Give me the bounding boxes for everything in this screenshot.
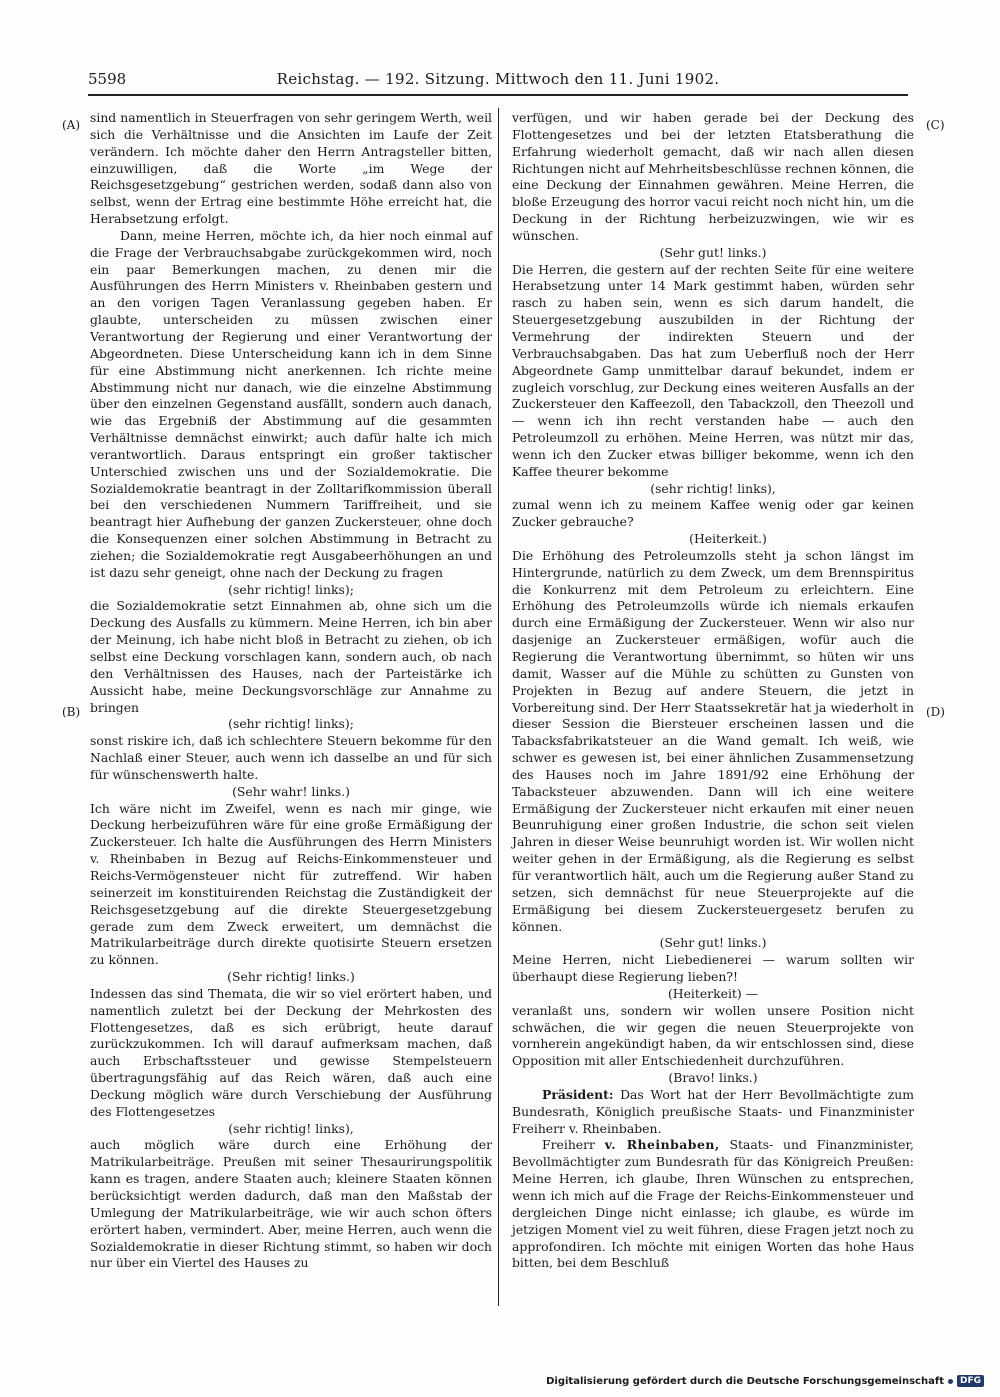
page-number: 5598: [88, 70, 127, 88]
speaker-statement: [512, 1137, 914, 1272]
right-column: [512, 110, 914, 1272]
interjection: (Sehr gut! links.): [659, 244, 767, 260]
paragraph: Ich wäre nicht im Zweifel, wenn es nach mir ginge, wie Deckung herbeizuführen wäre für eine große Ermäßigung der Zuckersteuer. Ich halte die Ausführungen des Herrn Ministers v. Rheinbaben in Bezug auf Reichs-Einkommensteuer und Reichs-Vermögensteuer nicht für zutreffend. Wir haben seinerzeit im konstituirenden Reichstag die Zuständigkeit der Reichsgesetzgebung auf die direkte Steuergesetzgebung gerade zum dem Zweck erweitert, um demnächst die Matrikularbeiträge durch direkte quotisirte Steuern ersetzen zu können.: [90, 800, 492, 968]
left-column: [90, 110, 492, 1272]
paragraph: sind namentlich in Steuerfragen von sehr geringem Werth, weil sich die Verhältnisse und die Ansichten im Laufe der Zeit verändern. Ich möchte daher den Herrn Antragsteller bitten, einzuwilligen, daß die Worte „im Wege der Reichsgesetzgebung“ gestrichen werden, sodaß dann also von selbst, wenn der Ertrag eine bestimmte Höhe erreicht hat, die Herabsetzung erfolgt.: [90, 110, 492, 227]
footer-text: Digitalisierung gefördert durch die Deutsche Forschungsgemeinschaft: [546, 1375, 944, 1387]
page-title: Reichstag. — 192. Sitzung. Mittwoch den 11. Juni 1902.: [276, 70, 720, 88]
president-label: Präsident:: [542, 1086, 614, 1102]
footer: [546, 1375, 984, 1387]
margin-marker-a: (A): [62, 118, 81, 132]
paragraph: die Sozialdemokratie setzt Einnahmen ab, ohne sich um die Deckung des Ausfalls zu kümmern. Meine Herren, ich bin aber der Meinung, ich habe nicht bloß in Betracht zu ziehen, ob ich selbst eine Deckung vorschlagen kann, sondern auch, ob nach den Verhältnissen des Hauses, nach der Parteistärke ich Aussicht habe, meine Deckungsvorschläge zur Annahme zu bringen: [90, 598, 492, 715]
interjection: (Sehr richtig! links.): [227, 969, 355, 985]
paragraph: sonst riskire ich, daß ich schlechtere Steuern bekomme für den Nachlaß einer Steuer, auch wenn ich dasselbe an und für sich für wünschenswerth halte.: [90, 733, 492, 782]
paragraph: Dann, meine Herren, möchte ich, da hier noch einmal auf die Frage der Verbrauchsabgabe zurückgekommen wird, noch ein paar Bemerkungen machen, zu denen mir die Ausführungen des Herrn Ministers v. Rheinbaben gestern und an den vorigen Tagen Veranlassung gegeben haben. Er glaubte, unterscheiden zu müssen zwischen einer Verantwortung der Regierung und einer Verantwortung der Abgeordneten. Diese Unterscheidung kann ich in dem Sinne für eine Abstimmung nicht anerkennen. Ich richte meine Abstimmung nicht nur danach, wie die einzelne Abstimmung über den einzelnen Gegenstand ausfällt, sondern auch danach, wie das Ergebniß der Abstimmung auf die gesammten Verhältnisse demnächst einwirkt; auch dafür halte ich mich verantwortlich. Daraus entspringt ein großer taktischer Unterschied zwischen uns und der Sozialdemokratie. Die Sozialdemokratie beantragt in der Zolltarifkommission überall bei den verschiedenen Nummern Tariffreiheit, und sie beantragt hier Aufhebung der ganzen Zuckersteuer, ohne doch die Konsequenzen einer solchen Abstimmung in Betracht zu ziehen; die Sozialdemokratie regt Ausgabeerhöhungen an und ist dazu sehr geneigt, ohne nach der Deckung zu fragen: [90, 227, 492, 580]
margin-marker-b: (B): [62, 705, 81, 719]
president-text: Das Wort hat der Herr Bevollmächtigte zum Bundesrath, Königlich preußische Staats- und Finanzminister Freiherr v. Rheinbaben.: [512, 1086, 914, 1136]
speaker-prefix: Freiherr: [542, 1137, 595, 1153]
paragraph: auch möglich wäre durch eine Erhöhung der Matrikularbeiträge. Preußen mit seiner Thesaurirungspolitik kann es tragen, andere Staaten auch; kleinere Staaten können berücksichtigt werden dadurch, daß man den Maßstab der Umlegung der Matrikularbeiträge, wie wir auch schon öfters erörtert haben, vermindert. Aber, meine Herren, auch wenn die Sozialdemokratie in dieser Richtung stimmt, so haben wir doch nur über ein Viertel des Hauses zu: [90, 1137, 492, 1271]
paragraph: Die Erhöhung des Petroleumzolls steht ja schon längst im Hintergrunde, natürlich zu dem Zweck, um dem Brennspiritus die Konkurrenz mit dem Petroleum zu erleichtern. Eine Erhöhung des Petroleumzolls würde ich niemals erkaufen durch eine Ermäßigung der Zuckersteuer. Wenn wir also nur dasjenige an Zuckersteuer ermäßigen, wofür auch die Regierung die Verantwortung übernimmt, so hüten wir uns damit, Wasser auf die Mühle zu schütten zu Gunsten von Projekten in Bezug auf andere Steuern, die jetzt in Vorbereitung sind. Der Herr Staatssekretär hat ja wiederholt in dieser Session die Biersteuer erscheinen lassen und die Tabacksfabrikatsteuer an die Wand gemalt. Ich weiß, wie schwer es gewesen ist, bei einer ähnlichen Zusammensetzung des Hauses noch im Jahre 1891/92 eine Erhöhung der Tabacksteuer abzuwenden. Dann will ich eine weitere Ermäßigung der Zuckersteuer nicht erkaufen mit einer neuen Beunruhigung einer großen Industrie, die schon seit vielen Jahren in dieser Weise beunruhigt worden ist. Wir wollen nicht weiter gehen in der Ermäßigung, als die Regierung es selbst für verantwortlich hält, auch um die Regierung außer Stand zu setzen, sich demnächst für neue Steuerprojekte auf die Ermäßigung bei diesem Zuckersteuergesetz berufen zu können.: [512, 547, 914, 934]
paragraph: Die Herren, die gestern auf der rechten Seite für eine weitere Herabsetzung unter 14 Mark gestimmt haben, würden sehr rasch zu haben sein, wenn es sich darum handelt, die Steuergesetzgebung auszubilden in der Richtung der Vermehrung der indirekten Steuern und der Verbrauchsabgaben. Das hat zum Ueberfluß noch der Herr Abgeordnete Gamp unmittelbar darauf bekundet, indem er zugleich vorschlug, zur Deckung eines weiteren Ausfalls an der Zuckersteuer den Kaffeezoll, den Tabackzoll, den Theezoll und — wenn ich ihn recht verstanden habe — auch den Petroleumzoll zu erhöhen. Meine Herren, was nützt mir das, wenn ich den Zucker etwas billiger bekomme, wenn ich den Kaffee theurer bekomme: [512, 261, 914, 479]
margin-marker-d: (D): [926, 705, 945, 719]
paragraph: zumal wenn ich zu meinem Kaffee wenig oder gar keinen Zucker gebrauche?: [512, 497, 914, 530]
dfg-logo: DFG: [957, 1375, 984, 1387]
interjection: (Heiterkeit) —: [667, 985, 759, 1001]
interjection: (sehr richtig! links),: [228, 1120, 354, 1136]
page-header: [88, 66, 908, 96]
interjection: (Bravo! links.): [668, 1070, 758, 1086]
speaker-name: v. Rheinbaben,: [604, 1137, 720, 1153]
interjection: (sehr richtig! links);: [228, 581, 354, 597]
interjection: (Sehr gut! links.): [659, 935, 767, 951]
paragraph: Meine Herren, nicht Liebedienerei — warum sollten wir überhaupt diese Regierung lieben?!: [512, 952, 914, 985]
interjection: (Sehr wahr! links.): [232, 783, 350, 799]
speaker-text: Staats- und Finanzminister, Bevollmächtigter zum Bundesrath für das Königreich Preußen: Meine Herren, ich glaube, Ihren Wünschen zu entsprechen, wenn ich mich auf die Frage der Reichs-Einkommensteuer und dergleichen Dinge nicht einlasse; ich glaube, es würde im jetzigen Moment viel zu weit führen, diese Fragen jetzt noch zu approfondiren. Ich möchte mit einigen Worten das hohe Haus bitten, bei dem Beschluß: [512, 1137, 914, 1271]
interjection: (sehr richtig! links),: [650, 480, 776, 496]
interjection: (sehr richtig! links);: [228, 716, 354, 732]
president-statement: [512, 1087, 914, 1138]
paragraph: verfügen, und wir haben gerade bei der Deckung des Flottengesetzes und bei der letzten Etatsberathung die Erfahrung wiederholt gemacht, daß wir nach allen diesen Richtungen nicht auf Mehrheitsbeschlüsse rechnen können, die eine Deckung der Einnahmen gewähren. Meine Herren, die bloße Erzeugung des horror vacui reicht noch nicht hin, um die Deckung in der Richtung herbeizuzwingen, wie wir es wünschen.: [512, 110, 914, 243]
margin-marker-c: (C): [926, 118, 945, 132]
column-divider: [498, 108, 499, 1306]
dot-icon: [948, 1379, 953, 1384]
paragraph: Indessen das sind Themata, die wir so viel erörtert haben, und namentlich zuletzt bei der Deckung der Mehrkosten des Flottengesetzes, daß es sich erübrigt, heute darauf zurückzukommen. Ich will darauf aufmerksam machen, daß auch Erbschaftssteuer und gewisse Stempelsteuern übertragungsfähig auf das Reich wären, daß auch eine Deckung möglich wäre durch Verschiebung der Ausführung des Flottengesetzes: [90, 985, 492, 1119]
interjection: (Heiterkeit.): [689, 531, 767, 547]
paragraph: veranlaßt uns, sondern wir wollen unsere Position nicht schwächen, die wir gegen die neuen Steuerprojekte von vornherein angekündigt haben, da wir entschlossen sind, diese Opposition mit aller Entschiedenheit durchzuführen.: [512, 1002, 914, 1069]
